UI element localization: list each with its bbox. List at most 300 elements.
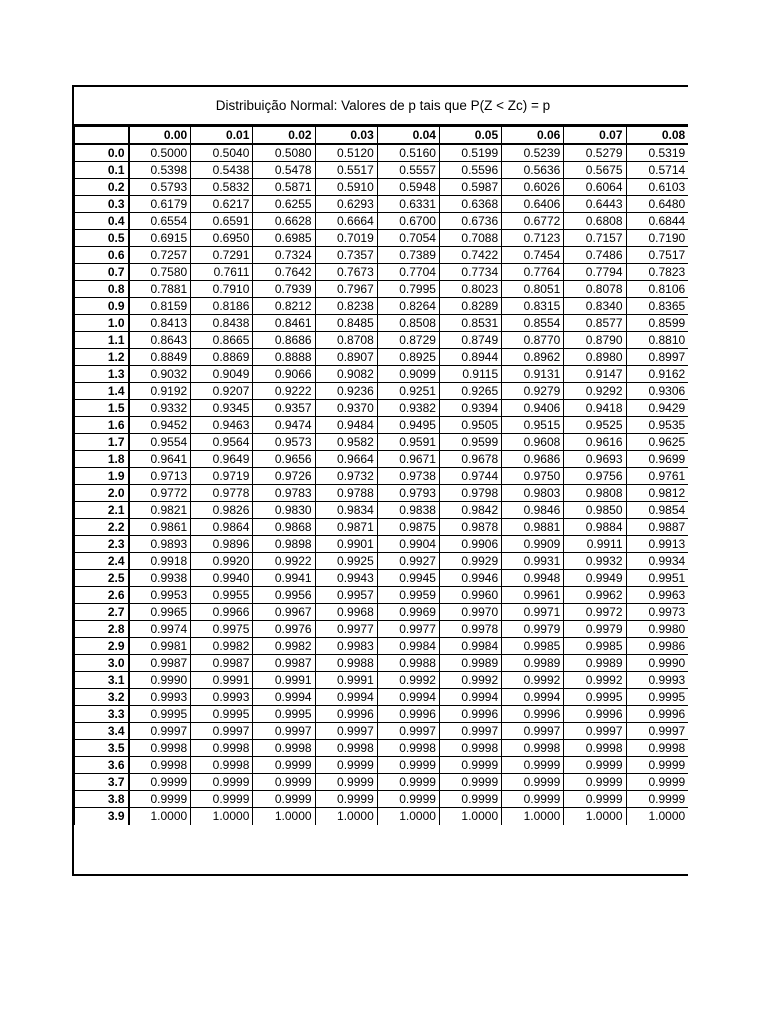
table-row [75, 179, 689, 196]
table-cell: 0.9713 [129, 468, 191, 485]
row-label: 3.0 [75, 655, 129, 672]
table-cell: 0.9918 [129, 553, 191, 570]
table-cell: 0.9955 [191, 587, 253, 604]
table-cell: 0.6443 [564, 196, 626, 213]
row-label: 0.2 [75, 179, 129, 196]
table-row [75, 638, 689, 655]
table-cell: 0.9147 [564, 366, 626, 383]
table-cell: 0.9992 [564, 672, 626, 689]
table-cell: 0.9963 [626, 587, 688, 604]
table-cell: 0.7673 [315, 264, 377, 281]
table-cell: 0.9192 [129, 383, 191, 400]
table-cell: 0.5160 [377, 144, 439, 162]
table-cell: 0.7881 [129, 281, 191, 298]
table-cell: 0.9945 [377, 570, 439, 587]
table-cell: 0.9994 [377, 689, 439, 706]
table-cell: 0.9998 [129, 757, 191, 774]
table-cell: 0.7190 [626, 230, 688, 247]
table-cell: 0.9984 [439, 638, 501, 655]
table-cell: 0.9904 [377, 536, 439, 553]
row-label: 2.0 [75, 485, 129, 502]
table-cell: 1.0000 [315, 808, 377, 825]
table-cell: 0.9821 [129, 502, 191, 519]
table-cell: 0.9996 [377, 706, 439, 723]
table-cell: 0.9332 [129, 400, 191, 417]
table-cell: 0.9925 [315, 553, 377, 570]
table-cell: 0.9999 [564, 791, 626, 808]
table-cell: 0.9878 [439, 519, 501, 536]
table-cell: 0.8461 [253, 315, 315, 332]
table-cell: 0.6844 [626, 213, 688, 230]
table-cell: 0.9992 [439, 672, 501, 689]
table-cell: 0.8438 [191, 315, 253, 332]
column-header: 0.06 [502, 127, 564, 145]
table-cell: 0.9826 [191, 502, 253, 519]
table-row [75, 315, 689, 332]
table-cell: 0.9999 [626, 774, 688, 791]
table-cell: 0.6368 [439, 196, 501, 213]
table-cell: 0.5478 [253, 162, 315, 179]
table-cell: 0.9830 [253, 502, 315, 519]
row-label: 3.8 [75, 791, 129, 808]
table-cell: 0.7389 [377, 247, 439, 264]
table-cell: 0.9744 [439, 468, 501, 485]
table-cell: 0.8708 [315, 332, 377, 349]
table-cell: 0.7734 [439, 264, 501, 281]
table-cell: 0.9989 [564, 655, 626, 672]
table-cell: 0.5040 [191, 144, 253, 162]
table-cell: 0.7357 [315, 247, 377, 264]
table-cell: 0.9999 [564, 757, 626, 774]
row-label: 0.4 [75, 213, 129, 230]
table-cell: 0.9994 [502, 689, 564, 706]
table-cell: 0.9970 [439, 604, 501, 621]
table-cell: 1.0000 [564, 808, 626, 825]
table-cell: 0.5675 [564, 162, 626, 179]
table-cell: 0.9452 [129, 417, 191, 434]
table-cell: 1.0000 [253, 808, 315, 825]
table-cell: 0.9998 [129, 740, 191, 757]
table-cell: 0.9515 [502, 417, 564, 434]
table-cell: 0.9949 [564, 570, 626, 587]
table-row [75, 655, 689, 672]
table-cell: 0.9989 [439, 655, 501, 672]
table-cell: 0.8212 [253, 298, 315, 315]
table-cell: 0.9803 [502, 485, 564, 502]
table-cell: 0.5948 [377, 179, 439, 196]
table-cell: 0.8997 [626, 349, 688, 366]
table-cell: 0.7823 [626, 264, 688, 281]
table-cell: 0.9929 [439, 553, 501, 570]
table-row [75, 723, 689, 740]
table-cell: 0.9999 [377, 774, 439, 791]
table-cell: 0.9649 [191, 451, 253, 468]
table-cell: 0.5398 [129, 162, 191, 179]
table-cell: 0.9997 [564, 723, 626, 740]
table-cell: 0.9992 [377, 672, 439, 689]
table-cell: 0.9997 [129, 723, 191, 740]
table-cell: 0.9934 [626, 553, 688, 570]
table-cell: 0.6664 [315, 213, 377, 230]
table-cell: 0.9999 [253, 774, 315, 791]
table-cell: 0.9999 [253, 757, 315, 774]
table-cell: 0.9974 [129, 621, 191, 638]
table-cell: 0.9999 [502, 791, 564, 808]
column-header: 0.07 [564, 127, 626, 145]
table-row [75, 502, 689, 519]
table-cell: 0.7291 [191, 247, 253, 264]
row-label: 2.3 [75, 536, 129, 553]
table-cell: 0.9998 [377, 740, 439, 757]
table-cell: 0.9977 [377, 621, 439, 638]
table-cell: 0.9066 [253, 366, 315, 383]
table-cell: 0.6406 [502, 196, 564, 213]
corner-cell [75, 127, 129, 145]
table-cell: 0.9099 [377, 366, 439, 383]
table-cell: 0.9236 [315, 383, 377, 400]
table-cell: 0.9838 [377, 502, 439, 519]
column-header: 0.02 [253, 127, 315, 145]
table-cell: 0.9898 [253, 536, 315, 553]
table-cell: 0.9864 [191, 519, 253, 536]
table-cell: 0.9726 [253, 468, 315, 485]
table-cell: 0.5438 [191, 162, 253, 179]
table-cell: 0.6628 [253, 213, 315, 230]
row-label: 1.0 [75, 315, 129, 332]
table-cell: 0.9998 [439, 740, 501, 757]
table-cell: 0.9996 [502, 706, 564, 723]
table-row [75, 604, 689, 621]
table-cell: 0.8925 [377, 349, 439, 366]
table-cell: 0.9979 [502, 621, 564, 638]
table-cell: 0.6179 [129, 196, 191, 213]
table-cell: 0.9495 [377, 417, 439, 434]
row-label: 3.1 [75, 672, 129, 689]
table-cell: 0.9965 [129, 604, 191, 621]
row-label: 0.0 [75, 144, 129, 162]
table-cell: 0.5239 [502, 144, 564, 162]
table-cell: 0.9656 [253, 451, 315, 468]
normal-distribution-table-sheet [72, 85, 688, 876]
table-cell: 0.5000 [129, 144, 191, 162]
table-cell: 0.8888 [253, 349, 315, 366]
table-cell: 0.9251 [377, 383, 439, 400]
table-cell: 0.9987 [253, 655, 315, 672]
table-row [75, 162, 689, 179]
row-label: 1.2 [75, 349, 129, 366]
table-cell: 0.9761 [626, 468, 688, 485]
table-cell: 0.9962 [564, 587, 626, 604]
table-cell: 0.7019 [315, 230, 377, 247]
table-cell: 0.7486 [564, 247, 626, 264]
table-cell: 0.9693 [564, 451, 626, 468]
row-label: 0.5 [75, 230, 129, 247]
table-cell: 0.9265 [439, 383, 501, 400]
table-cell: 0.9292 [564, 383, 626, 400]
table-cell: 0.9967 [253, 604, 315, 621]
table-cell: 0.9678 [439, 451, 501, 468]
table-cell: 0.9999 [564, 774, 626, 791]
table-cell: 0.8962 [502, 349, 564, 366]
table-cell: 0.5636 [502, 162, 564, 179]
table-cell: 0.9988 [315, 655, 377, 672]
z-table [74, 126, 688, 825]
table-body [75, 144, 689, 825]
table-row [75, 230, 689, 247]
table-cell: 0.9960 [439, 587, 501, 604]
table-row [75, 706, 689, 723]
column-header: 0.00 [129, 127, 191, 145]
table-cell: 0.9946 [439, 570, 501, 587]
table-cell: 0.9625 [626, 434, 688, 451]
table-cell: 0.7910 [191, 281, 253, 298]
table-cell: 0.7967 [315, 281, 377, 298]
table-cell: 0.9922 [253, 553, 315, 570]
table-cell: 1.0000 [439, 808, 501, 825]
table-row [75, 808, 689, 825]
table-cell: 0.9875 [377, 519, 439, 536]
table-cell: 0.7123 [502, 230, 564, 247]
table-cell: 0.9641 [129, 451, 191, 468]
table-cell: 0.9920 [191, 553, 253, 570]
table-cell: 0.9082 [315, 366, 377, 383]
table-cell: 0.8186 [191, 298, 253, 315]
table-cell: 0.9982 [253, 638, 315, 655]
table-cell: 0.9582 [315, 434, 377, 451]
row-label: 0.8 [75, 281, 129, 298]
table-cell: 0.9998 [626, 740, 688, 757]
table-row [75, 213, 689, 230]
table-cell: 0.9896 [191, 536, 253, 553]
table-cell: 0.9961 [502, 587, 564, 604]
table-row [75, 468, 689, 485]
table-cell: 0.5596 [439, 162, 501, 179]
row-label: 2.4 [75, 553, 129, 570]
table-row [75, 298, 689, 315]
table-cell: 0.9941 [253, 570, 315, 587]
table-cell: 0.9984 [377, 638, 439, 655]
column-header: 0.08 [626, 127, 688, 145]
table-row [75, 689, 689, 706]
table-row [75, 400, 689, 417]
table-cell: 0.9686 [502, 451, 564, 468]
table-cell: 0.9608 [502, 434, 564, 451]
table-cell: 0.5987 [439, 179, 501, 196]
table-cell: 0.9616 [564, 434, 626, 451]
table-cell: 0.9999 [253, 791, 315, 808]
table-cell: 0.6103 [626, 179, 688, 196]
table-cell: 0.8729 [377, 332, 439, 349]
table-cell: 0.9842 [439, 502, 501, 519]
table-cell: 0.6985 [253, 230, 315, 247]
table-cell: 0.9893 [129, 536, 191, 553]
table-cell: 0.7611 [191, 264, 253, 281]
table-cell: 0.8365 [626, 298, 688, 315]
table-cell: 0.9881 [502, 519, 564, 536]
table-cell: 0.9115 [439, 366, 501, 383]
table-row [75, 621, 689, 638]
table-cell: 0.8980 [564, 349, 626, 366]
table-cell: 0.9969 [377, 604, 439, 621]
table-cell: 0.9406 [502, 400, 564, 417]
table-cell: 0.9989 [502, 655, 564, 672]
table-cell: 0.9884 [564, 519, 626, 536]
table-cell: 0.9985 [502, 638, 564, 655]
table-row [75, 417, 689, 434]
table-cell: 1.0000 [129, 808, 191, 825]
table-cell: 0.6026 [502, 179, 564, 196]
table-row [75, 144, 689, 162]
row-label: 1.3 [75, 366, 129, 383]
table-cell: 0.9993 [191, 689, 253, 706]
row-label: 1.4 [75, 383, 129, 400]
table-row [75, 740, 689, 757]
table-cell: 0.8315 [502, 298, 564, 315]
table-cell: 0.9901 [315, 536, 377, 553]
table-row [75, 757, 689, 774]
table-cell: 0.8531 [439, 315, 501, 332]
table-cell: 0.9998 [502, 740, 564, 757]
table-cell: 0.7939 [253, 281, 315, 298]
table-cell: 0.9975 [191, 621, 253, 638]
table-cell: 0.9987 [129, 655, 191, 672]
table-cell: 0.9834 [315, 502, 377, 519]
table-cell: 0.9719 [191, 468, 253, 485]
table-cell: 0.8106 [626, 281, 688, 298]
table-cell: 0.9980 [626, 621, 688, 638]
table-cell: 0.8577 [564, 315, 626, 332]
table-cell: 0.9997 [315, 723, 377, 740]
table-cell: 1.0000 [191, 808, 253, 825]
row-label: 1.9 [75, 468, 129, 485]
table-cell: 0.9032 [129, 366, 191, 383]
table-cell: 0.9948 [502, 570, 564, 587]
table-cell: 0.9973 [626, 604, 688, 621]
table-cell: 0.5517 [315, 162, 377, 179]
table-row [75, 672, 689, 689]
table-cell: 0.8078 [564, 281, 626, 298]
table-cell: 0.9972 [564, 604, 626, 621]
table-cell: 0.9966 [191, 604, 253, 621]
table-cell: 0.6064 [564, 179, 626, 196]
table-cell: 0.9382 [377, 400, 439, 417]
table-cell: 0.9505 [439, 417, 501, 434]
table-cell: 0.5557 [377, 162, 439, 179]
table-cell: 0.8023 [439, 281, 501, 298]
table-cell: 0.7454 [502, 247, 564, 264]
row-label: 1.5 [75, 400, 129, 417]
column-header: 0.04 [377, 127, 439, 145]
table-row [75, 536, 689, 553]
table-row [75, 196, 689, 213]
row-label: 3.2 [75, 689, 129, 706]
table-cell: 0.6950 [191, 230, 253, 247]
table-title [74, 87, 688, 126]
column-header: 0.01 [191, 127, 253, 145]
table-cell: 0.9798 [439, 485, 501, 502]
table-cell: 0.8849 [129, 349, 191, 366]
table-cell: 0.9938 [129, 570, 191, 587]
table-cell: 0.7704 [377, 264, 439, 281]
table-cell: 0.8289 [439, 298, 501, 315]
table-cell: 0.8238 [315, 298, 377, 315]
table-cell: 0.7422 [439, 247, 501, 264]
table-cell: 0.9996 [439, 706, 501, 723]
table-cell: 0.9986 [626, 638, 688, 655]
table-cell: 0.9991 [315, 672, 377, 689]
table-row [75, 332, 689, 349]
table-cell: 0.9750 [502, 468, 564, 485]
table-cell: 0.9998 [315, 740, 377, 757]
row-label: 2.1 [75, 502, 129, 519]
table-cell: 0.8051 [502, 281, 564, 298]
table-cell: 0.9535 [626, 417, 688, 434]
table-cell: 0.9985 [564, 638, 626, 655]
table-cell: 0.5793 [129, 179, 191, 196]
table-cell: 0.6736 [439, 213, 501, 230]
table-cell: 0.7324 [253, 247, 315, 264]
table-cell: 0.8790 [564, 332, 626, 349]
table-cell: 0.9345 [191, 400, 253, 417]
table-row [75, 587, 689, 604]
table-cell: 0.9999 [315, 791, 377, 808]
table-cell: 0.9671 [377, 451, 439, 468]
table-cell: 0.9162 [626, 366, 688, 383]
table-cell: 0.6331 [377, 196, 439, 213]
row-label: 0.1 [75, 162, 129, 179]
table-cell: 0.9991 [253, 672, 315, 689]
table-cell: 0.9993 [129, 689, 191, 706]
table-cell: 0.9732 [315, 468, 377, 485]
table-cell: 0.9997 [377, 723, 439, 740]
table-cell: 0.9993 [626, 672, 688, 689]
table-cell: 0.9871 [315, 519, 377, 536]
row-label: 2.9 [75, 638, 129, 655]
table-cell: 0.9591 [377, 434, 439, 451]
table-cell: 1.0000 [377, 808, 439, 825]
table-cell: 0.7054 [377, 230, 439, 247]
table-cell: 0.9927 [377, 553, 439, 570]
row-label: 0.7 [75, 264, 129, 281]
row-label: 2.2 [75, 519, 129, 536]
table-cell: 1.0000 [502, 808, 564, 825]
table-cell: 0.9976 [253, 621, 315, 638]
table-cell: 0.5871 [253, 179, 315, 196]
table-cell: 0.9573 [253, 434, 315, 451]
table-cell: 0.8869 [191, 349, 253, 366]
table-cell: 0.9999 [315, 757, 377, 774]
table-cell: 0.9943 [315, 570, 377, 587]
row-label: 2.6 [75, 587, 129, 604]
table-cell: 0.7157 [564, 230, 626, 247]
table-cell: 0.9887 [626, 519, 688, 536]
table-cell: 0.9474 [253, 417, 315, 434]
column-header: 0.05 [439, 127, 501, 145]
table-cell: 0.9999 [377, 757, 439, 774]
table-row [75, 570, 689, 587]
table-cell: 0.9999 [315, 774, 377, 791]
table-cell: 0.9998 [253, 740, 315, 757]
table-cell: 0.9997 [191, 723, 253, 740]
table-cell: 0.5714 [626, 162, 688, 179]
table-cell: 0.9999 [129, 774, 191, 791]
table-cell: 0.9999 [129, 791, 191, 808]
table-cell: 0.9463 [191, 417, 253, 434]
table-cell: 0.9997 [439, 723, 501, 740]
row-label: 0.9 [75, 298, 129, 315]
table-row [75, 519, 689, 536]
table-cell: 0.5319 [626, 144, 688, 162]
